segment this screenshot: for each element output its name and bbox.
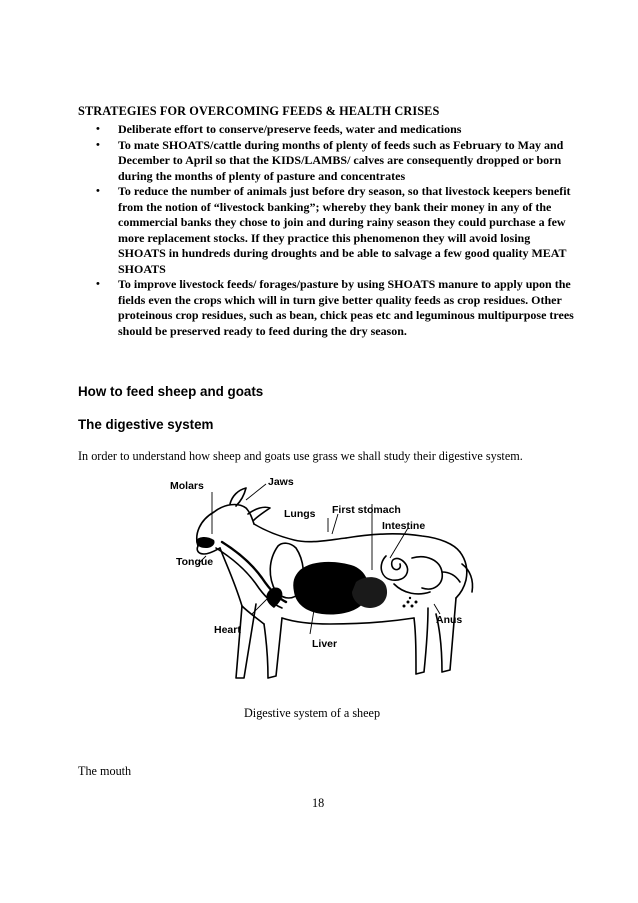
page-number: 18 [312, 796, 325, 810]
intro-paragraph: In order to understand how sheep and goats use grass we shall study their digestive system. [78, 449, 523, 463]
list-item-text: Deliberate effort to conserve/preserve feeds, water and medications [118, 122, 462, 136]
sheep-digestive-diagram [160, 474, 490, 696]
list-item [78, 138, 578, 185]
sheep-illustration [160, 474, 490, 696]
subheading-mouth: The mouth [78, 764, 132, 778]
list-item [78, 122, 578, 138]
label-intestine: Intestine [382, 520, 426, 532]
list-item-text: To mate SHOATS/cattle during months of plenty of feeds such as February to May and December to April so that the KIDS/LAMBS/ calves are consequently dropped or born during the months of plenty of pasture and concentrates [118, 137, 564, 183]
strategies-list [78, 122, 578, 339]
bullet-icon: • [96, 185, 100, 197]
list-item-text: To improve livestock feeds/ forages/pasture by using SHOATS manure to apply upon the fields even the crops which will in turn give better quality feeds as crop residues. Other proteinous crop residues, such as bean, chick peas etc and leguminous multipurpose trees should be preserved ready to feed during the dry season. [118, 277, 574, 338]
label-first-stomach: First stomach [332, 504, 401, 516]
figure-caption: Digestive system of a sheep [244, 706, 381, 720]
heading-feed: How to feed sheep and goats [78, 384, 264, 399]
list-item [78, 184, 578, 277]
label-tongue: Tongue [176, 556, 214, 568]
bullet-icon: • [96, 138, 100, 151]
list-item [78, 277, 578, 339]
heading-digestive-system: The digestive system [78, 417, 214, 432]
label-jaws: Jaws [268, 476, 294, 488]
label-anus: Anus [436, 614, 463, 626]
label-molars: Molars [170, 480, 204, 492]
strategies-title: STRATEGIES FOR OVERCOMING FEEDS & HEALTH CRISES [78, 104, 440, 118]
label-liver: Liver [312, 638, 338, 650]
list-item-text: To reduce the number of animals just before dry season, so that livestock keepers benefit from the notion of “livestock banking”; whereby they bank their money in any of the commercial banks they chose to join and during rainy season they could purchase a few more replacement stocks. If they practice this phenomenon they will avoid losing SHOATS in hundreds during droughts and be able to salvage a few good quality MEAT SHOATS [118, 184, 571, 276]
bullet-icon: • [96, 123, 100, 135]
bullet-icon: • [96, 278, 100, 290]
label-lungs: Lungs [284, 508, 316, 520]
label-heart: Heart [214, 624, 241, 636]
